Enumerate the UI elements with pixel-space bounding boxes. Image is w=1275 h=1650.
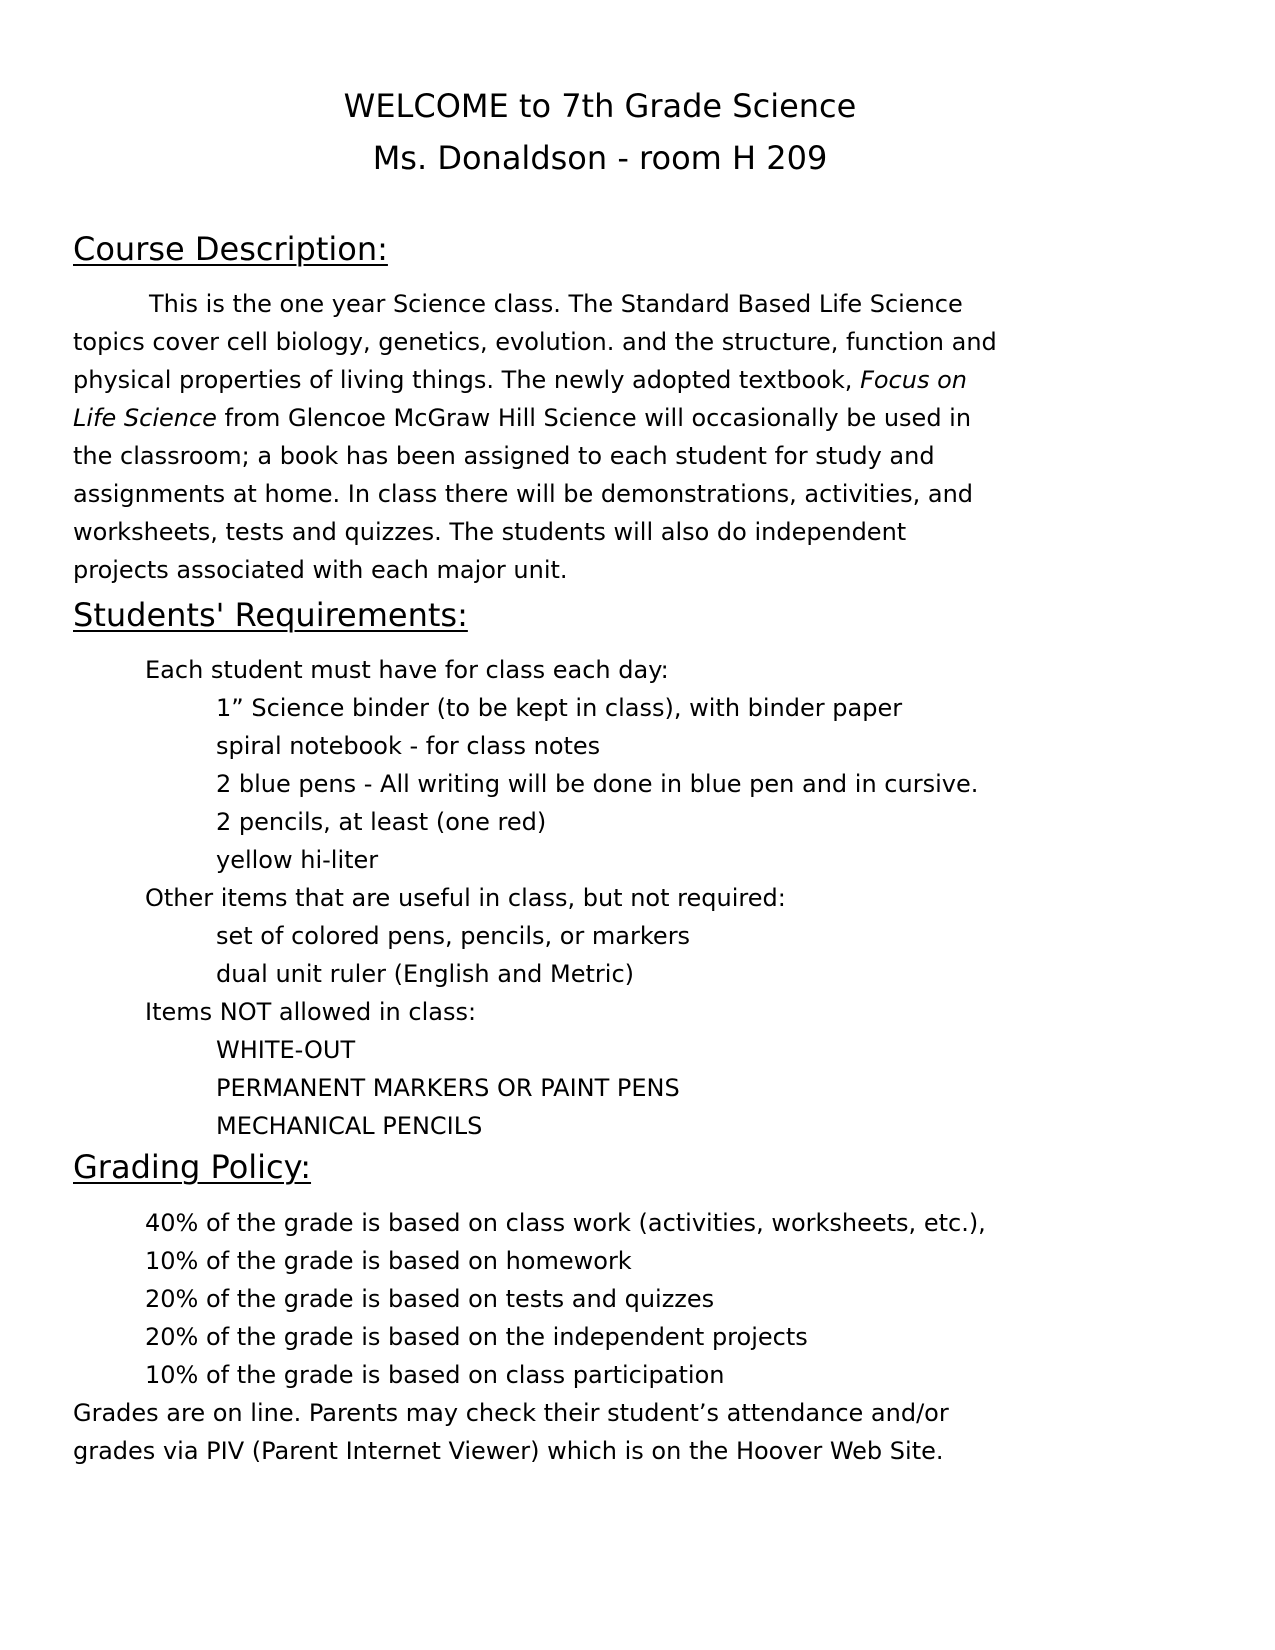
paragraph-text: from Glencoe McGraw Hill Science will occasionally be used in (216, 404, 972, 432)
grading-heading: Grading Policy: (73, 1148, 312, 1186)
grading-item: 20% of the grade is based on tests and quizzes (145, 1285, 715, 1313)
page-title: WELCOME to 7th Grade Science (343, 87, 857, 125)
grading-item: 10% of the grade is based on homework (145, 1247, 632, 1275)
grading-list (73, 1204, 1173, 1470)
textbook-title-part: Life Science (73, 404, 217, 432)
required-item: spiral notebook - for class notes (216, 732, 601, 760)
course-description-heading: Course Description: (73, 230, 388, 268)
required-intro: Each student must have for class each day: (145, 656, 669, 684)
textbook-title-part: Focus on (860, 366, 967, 394)
requirements-list (73, 651, 1173, 1145)
requirements-heading: Students' Requirements: (73, 596, 468, 634)
paragraph-line: assignments at home. In class there will be demonstrations, activities, and (73, 480, 974, 508)
forbidden-item: WHITE-OUT (216, 1036, 356, 1064)
grading-note-line: grades via PIV (Parent Internet Viewer) which is on the Hoover Web Site. (73, 1437, 944, 1465)
paragraph-line: worksheets, tests and quizzes. The students will also do independent (73, 518, 907, 546)
optional-item: set of colored pens, pencils, or markers (216, 922, 691, 950)
paragraph-line: This is the one year Science class. The Standard Based Life Science (149, 290, 963, 318)
forbidden-intro: Items NOT allowed in class: (145, 998, 477, 1026)
grading-note-line: Grades are on line. Parents may check their student’s attendance and/or (73, 1399, 949, 1427)
optional-item: dual unit ruler (English and Metric) (216, 960, 634, 988)
forbidden-item: MECHANICAL PENCILS (216, 1112, 483, 1140)
required-item: 2 blue pens - All writing will be done in blue pen and in cursive. (216, 770, 979, 798)
required-item: 1” Science binder (to be kept in class), with binder paper (216, 694, 903, 722)
grading-item: 40% of the grade is based on class work (activities, worksheets, etc.), (145, 1209, 986, 1237)
forbidden-item: PERMANENT MARKERS OR PAINT PENS (216, 1074, 680, 1102)
course-description-paragraph (73, 285, 1103, 589)
paragraph-text: physical properties of living things. The newly adopted textbook, (73, 366, 861, 394)
required-item: yellow hi-liter (216, 846, 379, 874)
grading-item: 10% of the grade is based on class participation (145, 1361, 725, 1389)
grading-item: 20% of the grade is based on the independent projects (145, 1323, 808, 1351)
required-item: 2 pencils, at least (one red) (216, 808, 547, 836)
paragraph-line: the classroom; a book has been assigned to each student for study and (73, 442, 935, 470)
paragraph-line (73, 361, 1103, 399)
paragraph-line: projects associated with each major unit. (73, 556, 568, 584)
optional-intro: Other items that are useful in class, but not required: (145, 884, 786, 912)
paragraph-line (73, 399, 1103, 437)
title-block (0, 80, 1200, 184)
teacher-room-line: Ms. Donaldson - room H 209 (372, 139, 828, 177)
paragraph-line: topics cover cell biology, genetics, evolution. and the structure, function and (73, 328, 997, 356)
